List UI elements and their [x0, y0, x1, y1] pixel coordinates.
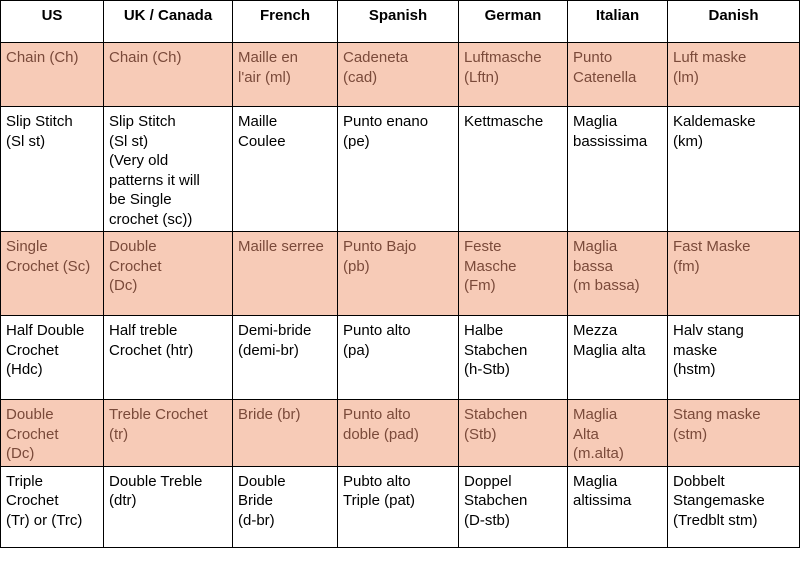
- cell-us: Triple Crochet (Tr) or (Trc): [1, 466, 104, 547]
- cell-italian: Maglia bassissima: [568, 107, 668, 232]
- cell-spanish: Pubto alto Triple (pat): [338, 466, 459, 547]
- cell-italian: Maglia altissima: [568, 466, 668, 547]
- cell-german: Stabchen (Stb): [459, 400, 568, 467]
- cell-spanish: Punto alto doble (pad): [338, 400, 459, 467]
- cell-us: Half Double Crochet (Hdc): [1, 316, 104, 400]
- header-danish: Danish: [668, 1, 800, 43]
- header-italian: Italian: [568, 1, 668, 43]
- cell-us: Double Crochet (Dc): [1, 400, 104, 467]
- cell-french: Maille Coulee: [233, 107, 338, 232]
- cell-french: Double Bride (d-br): [233, 466, 338, 547]
- table-row: [1, 232, 800, 316]
- header-spanish: Spanish: [338, 1, 459, 43]
- cell-german: Doppel Stabchen (D-stb): [459, 466, 568, 547]
- cell-danish: Dobbelt Stangemaske (Tredblt stm): [668, 466, 800, 547]
- cell-danish: Fast Maske (fm): [668, 232, 800, 316]
- header-german: German: [459, 1, 568, 43]
- table-row: [1, 43, 800, 107]
- header-row: [1, 1, 800, 43]
- table-row: [1, 316, 800, 400]
- header-french: French: [233, 1, 338, 43]
- cell-spanish: Punto enano (pe): [338, 107, 459, 232]
- cell-danish: Kaldemaske (km): [668, 107, 800, 232]
- cell-french: Maille en l'air (ml): [233, 43, 338, 107]
- cell-italian: Punto Catenella: [568, 43, 668, 107]
- cell-french: Bride (br): [233, 400, 338, 467]
- cell-us: Slip Stitch (Sl st): [1, 107, 104, 232]
- cell-italian: Maglia bassa (m bassa): [568, 232, 668, 316]
- table-row: [1, 400, 800, 467]
- cell-spanish: Punto Bajo (pb): [338, 232, 459, 316]
- cell-us: Single Crochet (Sc): [1, 232, 104, 316]
- cell-danish: Luft maske (lm): [668, 43, 800, 107]
- cell-italian: Maglia Alta (m.alta): [568, 400, 668, 467]
- cell-uk-canada: Treble Crochet (tr): [104, 400, 233, 467]
- cell-french: Demi-bride (demi-br): [233, 316, 338, 400]
- cell-danish: Halv stang maske (hstm): [668, 316, 800, 400]
- cell-uk-canada: Chain (Ch): [104, 43, 233, 107]
- cell-italian: Mezza Maglia alta: [568, 316, 668, 400]
- header-us: US: [1, 1, 104, 43]
- cell-german: Halbe Stabchen (h-Stb): [459, 316, 568, 400]
- cell-uk-canada: Double Crochet (Dc): [104, 232, 233, 316]
- table-row: [1, 466, 800, 547]
- cell-spanish: Cadeneta (cad): [338, 43, 459, 107]
- cell-us: Chain (Ch): [1, 43, 104, 107]
- cell-uk-canada: Slip Stitch (Sl st) (Very old patterns it will be Single crochet (sc)): [104, 107, 233, 232]
- cell-german: Kettmasche: [459, 107, 568, 232]
- cell-german: Feste Masche (Fm): [459, 232, 568, 316]
- cell-spanish: Punto alto (pa): [338, 316, 459, 400]
- header-uk-canada: UK / Canada: [104, 1, 233, 43]
- cell-danish: Stang maske (stm): [668, 400, 800, 467]
- cell-uk-canada: Half treble Crochet (htr): [104, 316, 233, 400]
- cell-french: Maille serree: [233, 232, 338, 316]
- cell-uk-canada: Double Treble (dtr): [104, 466, 233, 547]
- table-row: [1, 107, 800, 232]
- cell-german: Luftmasche (Lftn): [459, 43, 568, 107]
